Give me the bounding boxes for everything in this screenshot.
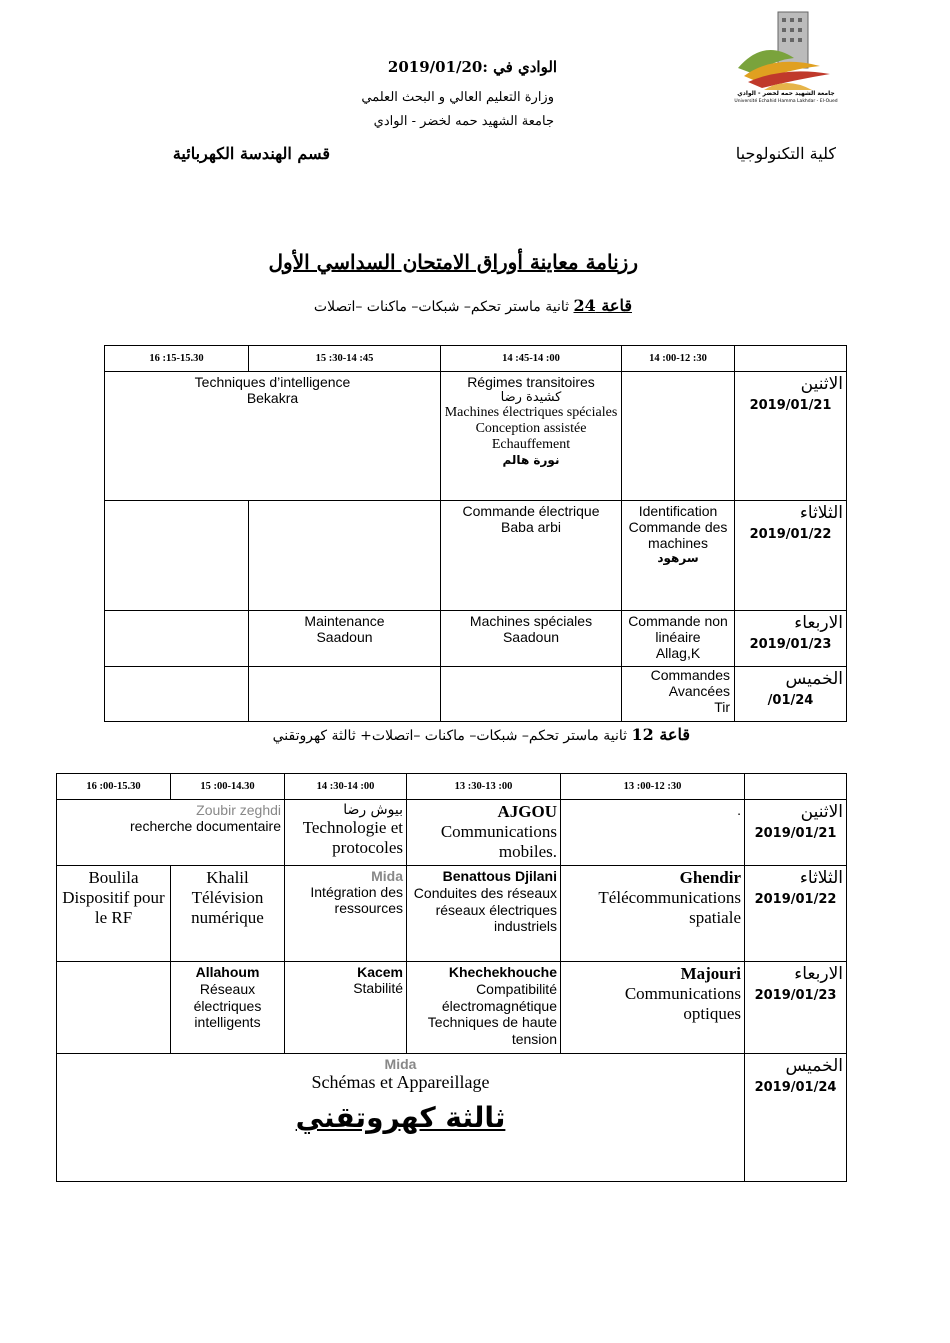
exam-teacher: كشيدة رضا [500,390,562,405]
exam-cell [105,372,441,501]
day-name: الاثنين [800,374,843,394]
table-header-cell: 13 :30-13 :00 [407,774,561,800]
section1-desc: ثانية ماستر تحكم– شبكات– ماكنات –اتصلات [313,299,570,315]
exam-cell [441,611,622,667]
section2-room: قاعة 12 [631,725,690,744]
exam-title: Echauffement [491,437,571,452]
day-cell [745,800,847,866]
day-cell [745,962,847,1054]
table-header-cell: 14 :30-14 :00 [285,774,407,800]
day-cell [745,866,847,962]
schedule-table-room-12 [56,773,847,1182]
university-line: جامعة الشهيد حمه لخضر - الوادي [373,114,554,129]
header-date: الوادي في :2019/01/20 [387,58,558,76]
exam-teacher: Baba arbi [501,519,561,535]
day-cell [735,667,847,722]
exam-cell [561,800,745,866]
empty-cell [441,667,622,722]
exam-cell [561,866,745,962]
exam-cell [622,611,735,667]
exam-cell [285,962,407,1054]
exam-teacher: Khechekhouche [448,964,557,980]
logo-text-fr: Université Echahid Hamma Lakhdar - El-Oued [734,99,838,104]
exam-title: Machines électriques spéciales [444,405,618,420]
exam-cell [57,800,285,866]
exam-cell [285,800,407,866]
exam-title: Technologie et protocoles [302,818,403,857]
section2-subtitle [200,725,690,744]
table-header-corner [745,774,847,800]
table-row [105,372,847,501]
exam-teacher: Boulila [88,868,139,887]
empty-cell [105,501,249,611]
table-row [57,1054,847,1182]
exam-teacher: Allahoum [195,964,260,980]
exam-cell [407,866,561,962]
main-title: رزنامة معاينة أوراق الامتحان السداسي الأول [268,250,638,274]
exam-title: Télécommunications spatiale [598,888,741,927]
table-header-cell: 13 :00-12 :30 [561,774,745,800]
exam-title: Techniques de haute tension [427,1014,557,1048]
exam-title: recherche documentaire [130,818,281,834]
day-date: 2019/01/22 [754,892,837,907]
exam-cell [561,962,745,1054]
table-row [105,667,847,722]
exam-teacher: Tir [714,699,730,715]
day-date: 2019/01/23 [754,988,837,1003]
day-cell [735,372,847,501]
exam-teacher: نورة هالم [502,453,560,467]
exam-teacher: بيوش رضا [343,802,403,818]
day-date: 2019/01/21 [754,826,837,841]
day-date: 2019/01/23 [749,637,832,652]
ministry-line: وزارة التعليم العالي و البحث العلمي [361,90,554,105]
schedule-table-room-24 [104,345,847,722]
department-name: قسم الهندسة الكهربائية [172,144,330,163]
exam-title: Télévision numérique [191,888,264,927]
table-header-cell: 15 :00-14.30 [171,774,285,800]
day-name: الثلاثاء [799,503,843,523]
exam-teacher: Kacem [357,964,403,980]
exam-title: Stabilité [353,980,403,996]
section1-subtitle [200,296,632,315]
empty-cell [105,611,249,667]
exam-teacher: Ghendir [679,868,741,887]
exam-title: Schémas et Appareillage [311,1072,490,1092]
logo-text: جامعة الشهيد حمه لخضر - الوادي [737,90,835,97]
exam-title: Communications optiques [624,984,741,1023]
table-row [57,800,847,866]
exam-title: Régimes transitoires [467,374,595,390]
table-row [57,962,847,1054]
day-date: 2019/01/21 [749,398,832,413]
day-name: الاربعاء [794,964,843,984]
exam-title: Conception assistée [475,421,587,436]
exam-teacher: Bekakra [246,390,299,406]
exam-cell [441,372,622,501]
table-header-cell: 14 :00-12 :30 [622,346,735,372]
exam-cell [407,800,561,866]
university-logo [734,8,838,108]
table-header-row [57,774,847,800]
section2-desc: ثانية ماستر تحكم– شبكات– ماكنات –اتصلات+ ثالثة كهروتقني [272,728,628,744]
exam-title: réseaux électriques industriels [435,901,557,935]
exam-cell [285,866,407,962]
table-header-cell: 16 :15-15.30 [105,346,249,372]
exam-teacher: AJGOU [497,802,557,821]
exam-cell [441,501,622,611]
exam-title: Maintenance [304,613,385,629]
exam-title: Communications mobiles. [440,822,557,861]
day-name: الخميس [785,1056,843,1076]
faculty-name: كلية التكنولوجيا [735,144,836,163]
exam-teacher: سرهود [657,551,699,565]
exam-cell [171,962,285,1054]
exam-cell [57,866,171,962]
table-row [105,611,847,667]
day-cell [745,1054,847,1182]
day-date: 2019/01/24 [754,1080,837,1095]
exam-teacher: Khalil [206,868,249,887]
empty-cell [622,372,735,501]
exam-teacher: Allag,K [655,645,701,661]
day-cell [735,501,847,611]
exam-title: Commande non linéaire [628,613,728,645]
exam-teacher: Saadoun [316,629,373,645]
exam-teacher: Mida [371,868,403,884]
exam-title: Compatibilité électromagnétique [441,980,557,1014]
exam-title: Réseaux électriques intelligents [193,980,262,1031]
day-name: الثلاثاء [799,868,843,888]
exam-title: Identification [638,503,718,519]
table-header-cell: 16 :00-15.30 [57,774,171,800]
empty-cell [105,667,249,722]
exam-title: Commande électrique [462,503,600,519]
exam-title: . [737,802,741,818]
day-name: الاثنين [800,802,843,822]
exam-cell [622,667,735,722]
table-row [57,866,847,962]
exam-title: Techniques d’intelligence [194,374,351,390]
exam-teacher: Benattous Djilani [442,868,557,884]
exam-teacher: Saadoun [502,629,560,645]
empty-cell [57,962,171,1054]
exam-teacher: Mida [384,1056,417,1072]
exam-title: Conduites des réseaux [413,884,557,901]
day-cell [735,611,847,667]
section1-room: قاعة 24 [573,296,632,315]
day-date: /01/24 [767,693,814,708]
table-header-corner [735,346,847,372]
table-header-cell: 15 :30-14 :45 [249,346,441,372]
exam-title: Dispositif pour le RF [62,888,165,927]
exam-teacher: Zoubir zeghdi [196,802,281,818]
level-label: ثالثة كهروتقني [295,1101,506,1134]
exam-title: Machines spéciales [469,613,593,629]
day-name: الاربعاء [794,613,843,633]
exam-cell [407,962,561,1054]
exam-cell [249,611,441,667]
day-date: 2019/01/22 [749,527,832,542]
day-name: الخميس [785,669,843,689]
table-header-row [105,346,847,372]
exam-title: Commandes Avancées [650,667,730,699]
exam-teacher: Majouri [680,964,741,983]
empty-cell [249,667,441,722]
table-row [105,501,847,611]
exam-cell [622,501,735,611]
exam-cell-merged [57,1054,745,1182]
empty-cell [249,501,441,611]
exam-title: Commande des machines [628,519,728,551]
exam-cell [171,866,285,962]
exam-title: Intégration des ressources [310,884,403,916]
table-header-cell: 14 :45-14 :00 [441,346,622,372]
